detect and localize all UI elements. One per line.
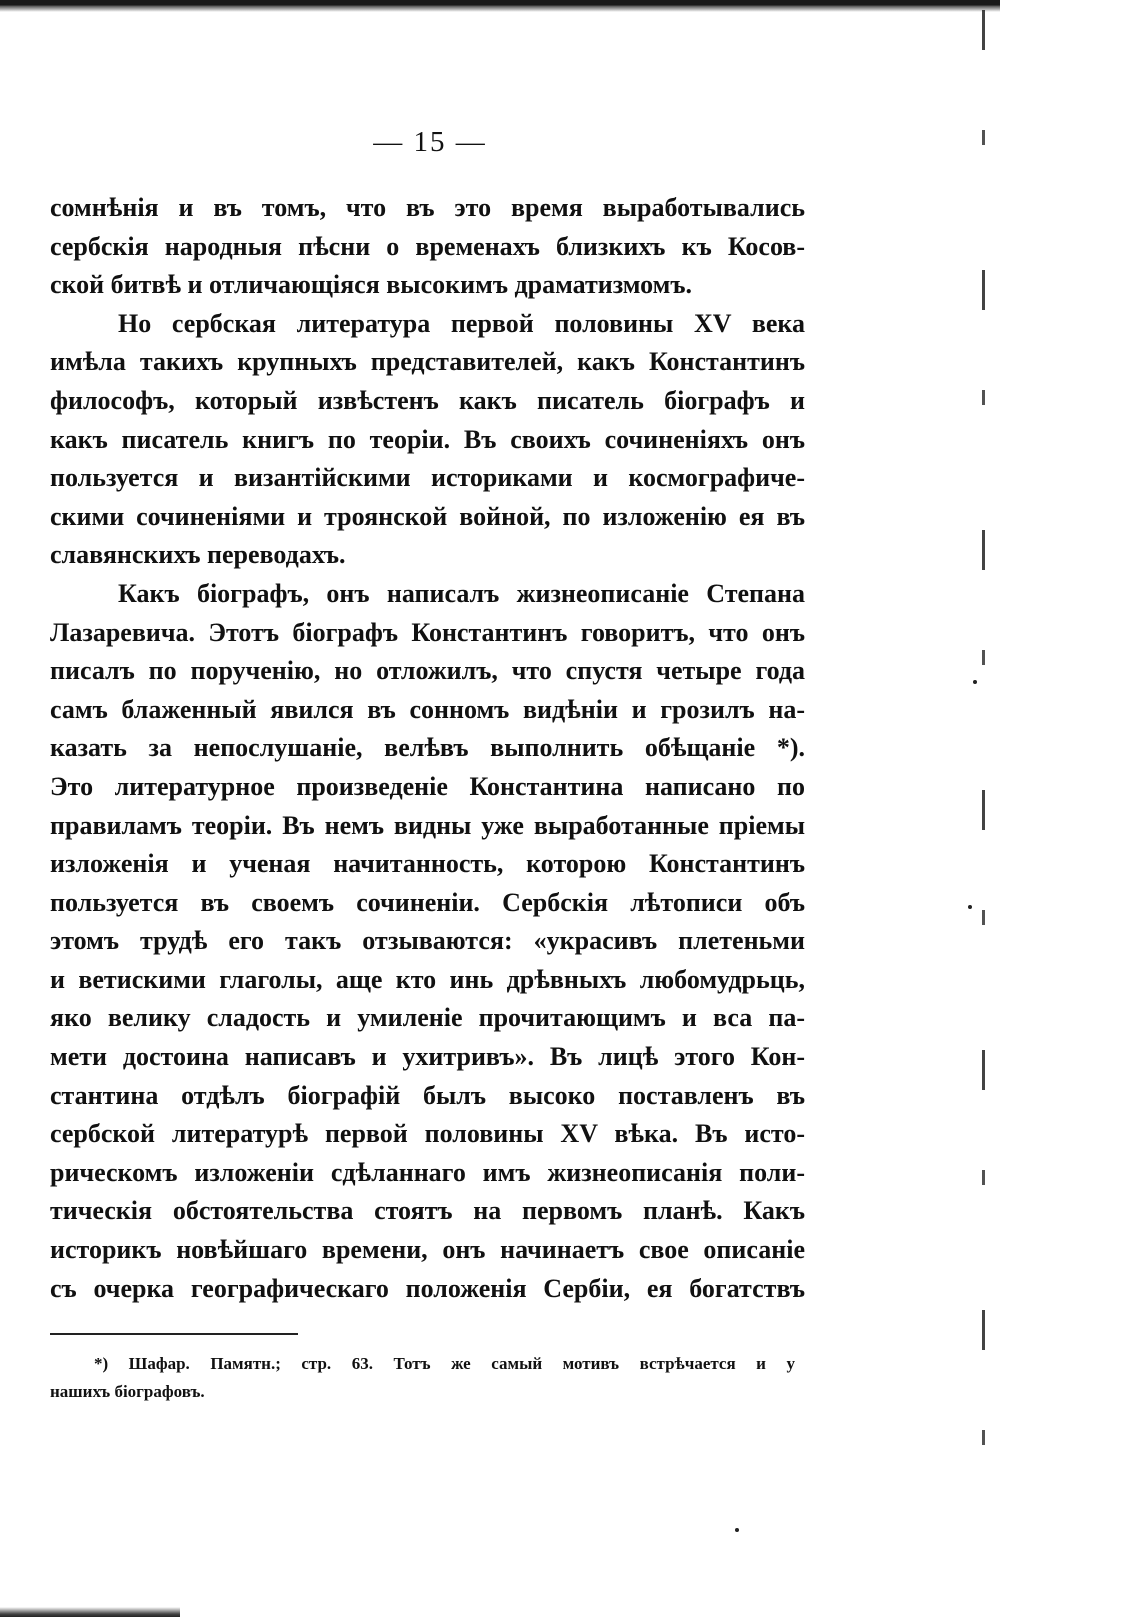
footnote-line: *) Шафар. Памятн.; стр. 63. Тотъ же самый мотивъ встрѣчается и у: [94, 1354, 795, 1373]
text-line: этомъ трудѣ его такъ отзываются: «украсивъ плетеньми: [50, 926, 805, 956]
text-line: славянскихъ переводахъ.: [50, 540, 346, 570]
scan-edge-right: [982, 10, 985, 1490]
text-line: мети достоина написавъ и ухитривъ». Въ лицѣ этого Кон-: [50, 1042, 805, 1072]
scan-edge-bottom: [0, 1607, 180, 1617]
text-line: пользуется въ своемъ сочиненіи. Сербскія лѣтописи объ: [50, 887, 805, 917]
text-line: рическомъ изложеніи сдѣланнаго имъ жизнеописанія поли-: [50, 1157, 805, 1187]
text-line: Какъ біографъ, онъ написалъ жизнеописаніе Степана: [118, 578, 805, 608]
text-line: яко велику сладость и умиленіе прочитающимъ и вса па-: [50, 1003, 805, 1033]
text-line: сербской литературѣ первой половины XV вѣка. Въ исто-: [50, 1119, 805, 1149]
text-line: писалъ по порученію, но отложилъ, что спустя четыре года: [50, 656, 805, 686]
scan-edge-top: [0, 0, 1000, 12]
text-line: пользуется и византійскими историками и космографиче-: [50, 463, 805, 493]
text-line: Лазаревича. Этотъ біографъ Константинъ говоритъ, что онъ: [50, 617, 805, 647]
scan-speck: [735, 1528, 739, 1532]
text-line: Но сербская литература первой половины XV века: [118, 308, 805, 338]
body-text: [50, 189, 805, 1308]
text-line: ской битвѣ и отличающіяся высокимъ драматизмомъ.: [50, 270, 693, 300]
footnote: [50, 1350, 795, 1406]
text-line: сомнѣнія и въ томъ, что въ это время выработывались: [50, 193, 805, 222]
footnote-line: нашихъ біографовъ.: [50, 1382, 205, 1401]
text-line: самъ блаженный явился въ сонномъ видѣніи и грозилъ на-: [50, 694, 805, 724]
text-line: историкъ новѣйшаго времени, онъ начинаетъ свое описаніе: [50, 1235, 805, 1265]
text-line: тическія обстоятельства стоятъ на первомъ планѣ. Какъ: [50, 1196, 805, 1226]
footnote-rule: [50, 1333, 298, 1335]
scan-speck: [973, 680, 977, 684]
text-line: казать за непослушаніе, велѣвъ выполнить обѣщаніе *).: [50, 733, 805, 763]
text-line: сербскія народныя пѣсни о временахъ близкихъ къ Косов-: [50, 231, 805, 261]
scan-speck: [968, 905, 972, 909]
text-line: и ветискими глаголы, аще кто инь дрѣвныхъ любомудрьць,: [50, 964, 805, 994]
text-line: съ очерка географическаго положенія Сербіи, ея богатствъ: [50, 1273, 805, 1303]
text-line: имѣла такихъ крупныхъ представителей, какъ Константинъ: [50, 347, 805, 377]
page-number: — 15 —: [373, 126, 487, 158]
text-line: Это литературное произведеніе Константина написано по: [50, 771, 805, 801]
text-line: скими сочиненіями и троянской войной, по изложенію ея въ: [50, 501, 805, 531]
text-line: философъ, который извѣстенъ какъ писатель біографъ и: [50, 385, 805, 415]
text-line: изложенія и ученая начитанность, которою Константинъ: [50, 849, 805, 879]
text-line: правиламъ теоріи. Въ немъ видны уже выработанные пріемы: [50, 810, 805, 840]
text-line: стантина отдѣлъ біографій былъ высоко поставленъ въ: [50, 1080, 805, 1110]
text-line: какъ писатель книгъ по теоріи. Въ своихъ сочиненіяхъ онъ: [50, 424, 805, 454]
